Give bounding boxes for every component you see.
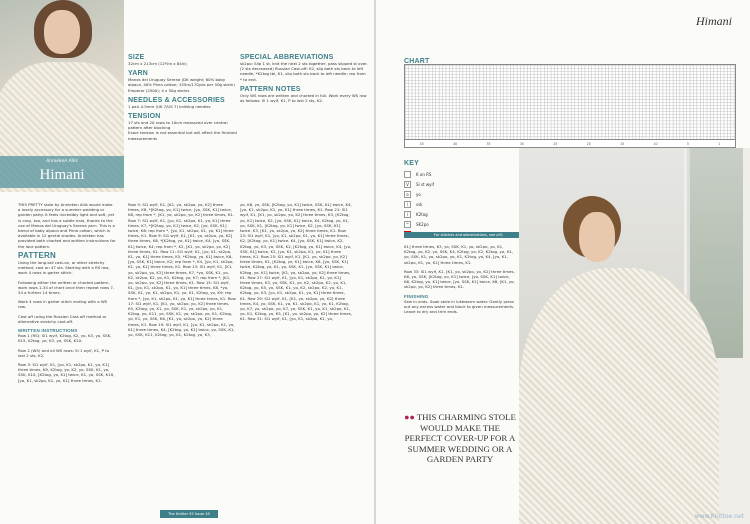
key-symbol-icon [404, 171, 411, 178]
row-2: Row 2 (WS) and all WS rows: Sl 1 wyif, K1, P to last 2 sts, K2. [18, 347, 110, 358]
key-label: SK2po [416, 221, 429, 227]
yarn-text-2: Emperor (2500); 4 x 50g skeins [128, 87, 190, 93]
chart-key [404, 160, 516, 239]
chart-number: 1 [718, 142, 721, 146]
pattern-name: Himani [39, 167, 85, 183]
chart-number: 25 [553, 142, 558, 146]
key-item [404, 179, 516, 189]
pattern-text-2: Following either the written or charted pattern, work rows 1-34 of chart once then repeat rows 7-34 a further 14 times. [18, 279, 115, 296]
pattern-notes-text: Only WS rows are written and charted in full. Work every WS row as follows: Sl 1 wyif, K1, P to last 2 sts, K2. [240, 92, 367, 104]
title-bar [0, 156, 124, 188]
row-33: Row 33: Sl1 wyif, K1, [K1, yo, sk2po, yo, K2] three times, K6, yo, SSK, [K2tog, yo, K1] twice, [yo, SSK, K1] twice, K6, K2tog, yo, K1] twice, [yo, SSK, K1] twice, K6, [K1, yo, sk2po, yo, K2] three times, K1. [404, 268, 515, 290]
abbreviations-bar: For stitches and abbreviations, see p91 [404, 232, 590, 238]
info-panel-left [128, 54, 240, 141]
special-abbr-text: sk2po: Slip 1 st, knit the next 2 sts together, pass slipped st over. (2 sts decreased) Russian Cast-off: K2, slip both sts back to left needle, *K2tog tbl, K1, slip both sts back to left needle; rep from * to end. [240, 61, 368, 82]
column-1 [18, 202, 116, 387]
tension-heading: TENSION [128, 113, 161, 121]
key-label: Sl st wyif [416, 181, 435, 187]
chart-grid [405, 65, 735, 139]
finishing-text: Sew in ends. Soak stole in lukewarm water. Gently press out any excess water and block to given measurements. Leave to dry and trim ends. [404, 298, 515, 315]
page-footer: The Knitter 95 Issue 45 [160, 510, 218, 518]
column-3 [240, 202, 352, 326]
chart-number: 40 [453, 142, 458, 146]
chart-number: 10 [653, 142, 658, 146]
row-1: Row 1 (RS): Sl1 wyif, K2tog, K2, yo, K3, yo, SSK, K15, K2tog, yo, K3, yo, SSK, K10. [18, 333, 112, 344]
column-3-text: yo, K6, yo, SSK, [K2tog, yo, K1] twice, SSK, K1] twice, K4, [yo, K1, sk2po, K1, yo, K1] three times, K1. Row 21: Sl1 wyif, K1, [K1, yo, sk2po, yo, K2] three times, K3, [K2tog, yo, K1] twice, K2, [yo, SSK, K1] twice, K4, K2tog, yo, K1, yo, SSK, K1, [K2tog, yo, K1] twice, K2, [yo, SSK, K1] twice, K3, [K1, yo, sk2po, yo, K2] three times, K1. Row 23: Sl1 wyif, K1, [yo, K1, sk2po, K1, yo, K1] three times, K2, [K2tog, yo, K1] twice, K4, [yo, SSK, K1] twice, K2, K2tog, yo, K3, yo, SSK, K2, [K2tog, yo, K1] twice, K4, [yo, SSK, K1] twice, K2, [yo, K1, sk2po, K1, yo, K1] three times, K1. Row 25: Sl1 wyif, K1, [K1, yo, sk2po, yo, K2] three times, K1, [K2tog, yo, K1] twice, K6, [yo, SSK, K1] twice, K2tog, yo, K1, yo, SSK, K1, [yo, SSK, K1] twice, K2tog, yo, K1] twice, [K1, yo, sk2po, yo, K2] three times, K1. Row 27: Sl1 wyif, K1, [yo, K1, sk2po, K1, yo, K1] three times, K3, yo, SSK, K1, yo, K2, sk2po, K2, yo, K1, K2tog, yo, K5, yo, SSK, K1, yo, K2, sk2po, K2, yo, K1, K2tog, yo, K3, [yo, K1, sk2po, K1, yo, K1] three times, K1. Row 29: Sl1 wyif, K1, [K1, yo, sk2po, yo, K2] three times, K4, yo, SSK, K1, yo, K1, sk2po, K1, yo, K1, K2tog, yo, K7, yo, sk2po, yo, K7, yo, SSK, K1, yo, K1, sk2po, K1, yo, K1, K2tog, yo, K5, [K1, yo, sk2po, yo, K2] three times, K1. Row 31: Sl1 wyif, K1, [yo, K1, sk2po, K1, yo, [240, 202, 352, 322]
key-label: ssk [416, 201, 423, 207]
pattern-text-4: Cast off using the Russian Cast-off method or alternative stretchy cast-off. [18, 313, 107, 324]
chart-number: 35 [486, 142, 491, 146]
column-2-text: Row 5: Sl1 wyif, K1, [K1, yo, sk2po, yo, K2] three times, K8, *[K2tog, yo, K1] twice, [yo, SSK, K1] twice, K8, rep from *, [K1, yo, sk2po, yo, K2] three times, K1. Row 7: Sl1 wyif, K1, [yo, K1, sk2po, K1, yo, K1] three times, K7, *[K2tog, yo, K1] twice, K2, [yo, SSK, K1] twice, K6; rep from *, [yo, K1, sk2po, K1, yo, K1] three times, K1. Row 9: Sl1 wyif, K1, [K1, yo, sk2po, yo, K2] three times, K6, *[K2tog, yo, K1] twice, K4, [yo, SSK, K1] twice, K4; rep from *, K2, [K1, yo, sk2po, yo, K2] three times, K1. Row 11: Sl1 wyif, K1, [yo, K1, sk2po, K1, yo, K1] three times, K5, *K2tog, yo, K1] twice, K6, [yo, SSK, K1] twice, K2; rep from *, K4, [yo, K1, sk2po, K1, yo, K1] three times, K1. Row 13: Sl1 wyif, K1, [K1, yo, sk2po, yo, K2] three times, K7, *yo, SSK, K1, yo, K2, sk2po, K2, yo, K1, K2tog, yo, K7; rep from *, [K1, yo, sk2po, yo, K2] three times, K1. Row 15: Sl1 wyif, K1, [yo, K1, sk2po, K1, yo, K1] three times, K8, *yo, SSK, K1, yo, K1, sk2po, K1, yo, K1, K2tog, yo, K9; rep from *, [yo, K1, sk2po, K1, yo, K1] three times, K1. Row 17: Sl1 wyif, K1, [K1, yo, sk2po, yo, K2] three times, K5, K2tog, yo, K1, yo, SSK, K1, yo, sk2po, yo, K1, K2tog, yo, K11, yo, SSK, K1, yo, sk2po, yo, K1, K2tog, yo, K1, yo, SSK, K6, [K1, yo, sk2po, yo, K2] three times, K1. Row 19: Sl1 wyif, K1, [yo, K1, sk2po, K1, yo, K1] three times, K4, [K2tog, yo, K1] twice, yo, SSK, K1, yo, SSK, K11, K2tog, yo, K1, K2tog, yo, K3, [128, 202, 236, 338]
quote-text: THIS CHARMING STOLE WOULD MAKE THE PERFECT COVER-UP FOR A SUMMER WEDDING OR A GARDEN PARTY [404, 412, 516, 464]
key-item [404, 189, 516, 199]
chart-number: 30 [519, 142, 524, 146]
key-label: K on RS [416, 171, 432, 177]
pattern-heading: PATTERN [18, 250, 56, 260]
pull-quote [404, 412, 516, 465]
chart-heading: CHART [404, 58, 430, 65]
yarn-heading: YARN [128, 70, 148, 78]
photo-shawl [519, 268, 719, 524]
size-text: 32cm x 213cm (12½in x 84in) [128, 61, 187, 66]
key-item [404, 199, 516, 209]
size-heading: SIZE [128, 54, 145, 61]
key-label: yo [416, 191, 421, 197]
model-photo-left [0, 0, 124, 192]
left-page [0, 0, 374, 524]
needles-heading: NEEDLES & ACCESSORIES [128, 96, 225, 104]
chart-stitch-numbers [405, 139, 735, 148]
key-item [404, 209, 516, 219]
key-item [404, 219, 516, 229]
quote-dots-icon: ●● [404, 412, 417, 422]
key-symbol-icon: ^ [405, 221, 410, 227]
info-panel-right [240, 54, 368, 103]
chart-number: 5 [686, 142, 689, 146]
pattern-text-1: Using the long-tail cast-on, or other stretchy method, cast on 47 sts. Starting with a RS row, work 4 rows in garter stitch. [18, 260, 110, 276]
needles-text: 1 pair 4.5mm (UK 7/US 7) knitting needles [128, 103, 211, 109]
key-heading: KEY [404, 160, 419, 167]
key-item [404, 169, 516, 179]
intro-text: THIS PRETTY stole by Annieken Allis would make a lovely accessory for a summer wedding or garden party. It feels incredibly light and soft, yet is cosy, too, and has a subtle halo, thanks to the use of Manos del Uruguay's Serena yarn. This is a blend of baby alpaca and Pima cotton, which is available in 12 gentle shades. Annieken has provided both charted and written instructions for the lace pattern. [18, 202, 116, 249]
column-2 [128, 202, 236, 341]
chart-number: 15 [620, 142, 625, 146]
row-3: Row 3: Sl1 wyif, K1, [yo, K1, sk2po, K1, yo, K1] three times, K9, K2tog, yo, K2, yo, SSK, K1, yo, SSK, K10, [K2tog, yo, K1] twice, K1, yo, SSK, K10, [yo, K1, sk2po, K1, yo, K1] three times, K1. [18, 362, 115, 383]
tension-text: 17 sts and 20 rows to 10cm measured over central pattern after blocking [128, 120, 228, 131]
model-photo-right [519, 148, 750, 524]
right-page [376, 0, 750, 524]
lace-chart [404, 64, 736, 148]
finishing-heading: FINISHING [404, 293, 429, 299]
photo-face [44, 10, 80, 54]
key-symbol-icon: \ [404, 201, 411, 208]
pattern-notes-heading: PATTERN NOTES [240, 85, 301, 93]
key-label: K2tog [416, 211, 428, 217]
row-31-continued: K1] three times, K3, yo, SSK, K1, yo, sk2po, yo, K1, K2tog, yo, K2, yo, SSK, K4, K2tog, yo, K2, K2tog, yo, K1, yo, SSK, K1, yo, sk2po, yo, K1, K2tog, yo, K4, [yo, K1, sk2po, K1, yo, K1] three times, K1. [404, 244, 513, 265]
tension-text-2: Exact tension is not essential but will affect the finished measurements [128, 130, 237, 141]
right-title: Himani [696, 14, 732, 28]
yarn-text: Manos del Uruguay Serena (DK weight; 60% baby alpaca, 40% Pima cotton; 155m/170yds per 50g skein) [128, 77, 235, 88]
key-symbol-icon: o [404, 191, 411, 198]
byline: Annieken Allis [46, 159, 78, 164]
key-list [404, 169, 516, 239]
photo-face [579, 212, 615, 262]
key-symbol-icon: V [404, 181, 411, 188]
special-abbr-heading: SPECIAL ABBREVIATIONS [240, 54, 334, 61]
chart-number: 45 [419, 142, 424, 146]
chart-number: 20 [586, 142, 591, 146]
pattern-text-3: Work 4 rows in garter stitch ending with a WS row. [18, 299, 108, 310]
key-symbol-icon: / [404, 211, 411, 218]
written-heading: WRITTEN INSTRUCTIONS [18, 328, 78, 334]
right-column [404, 244, 516, 318]
watermark: www.Knittoe.net [694, 513, 744, 520]
